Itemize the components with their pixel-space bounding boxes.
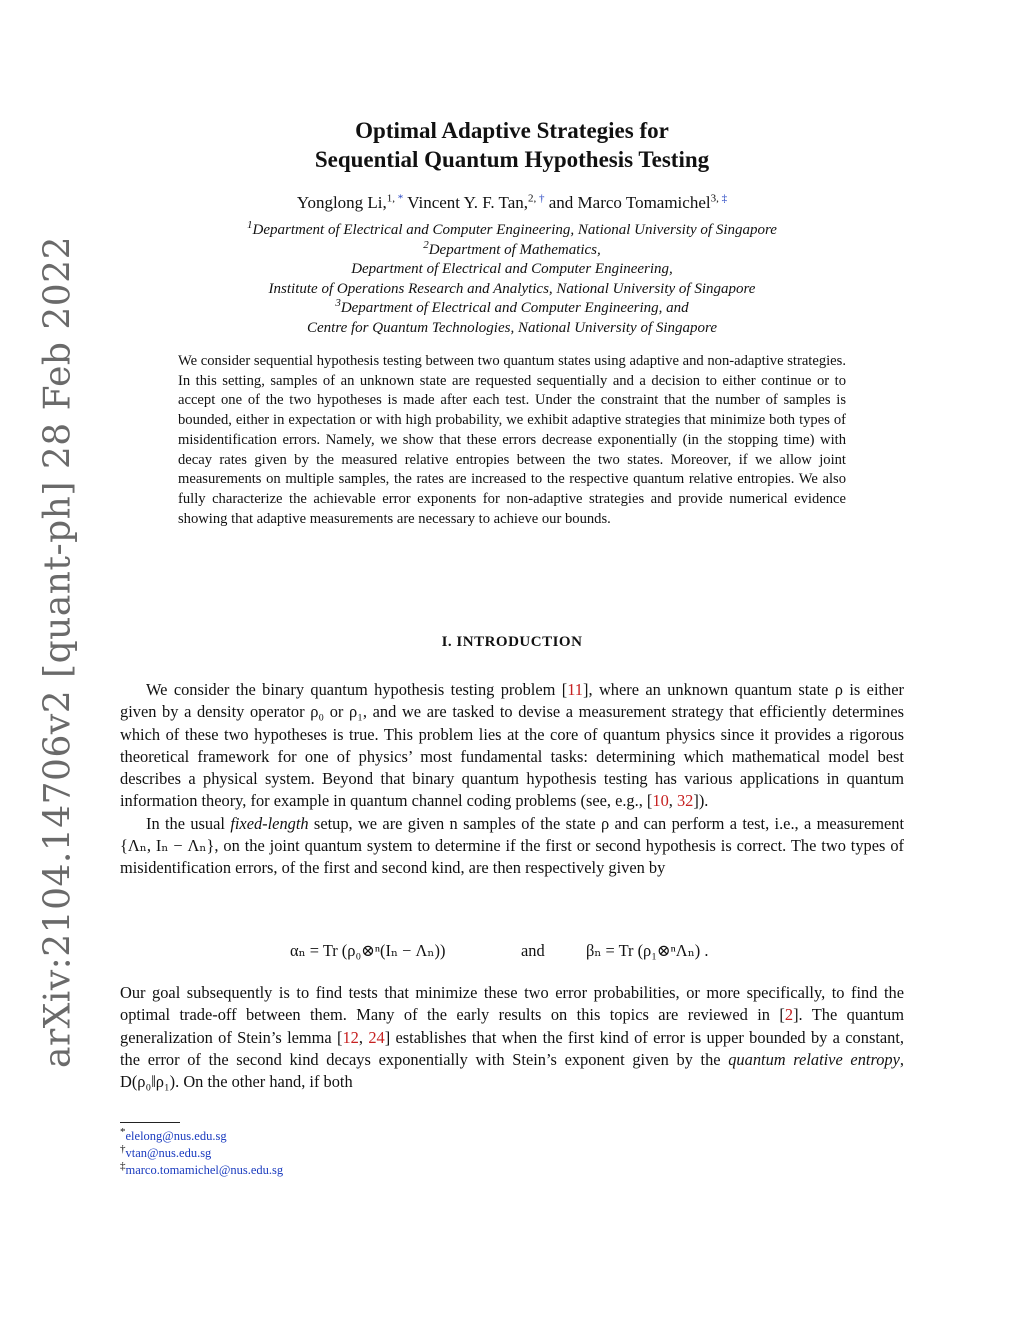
- affil-text: Department of Electrical and Computer Engineering, National University of Singapore: [252, 222, 777, 238]
- footnote-mark: †: [120, 1142, 126, 1155]
- abstract: We consider sequential hypothesis testing between two quantum states using adaptive and non-adaptive strategies. In this setting, samples of an unknown state are requested sequentially and a decision to either continue or to accept one of the two hypotheses is made after each test. Under the constraint that the number of samples is bounded, either in expectation or with high probability, we exhibit adaptive strategies that minimize both types of misidentification errors. Namely, we show that these errors decrease exponentially (in the stopping time) with decay rates given by the measured relative entropies between the two states. Moreover, if we allow joint measurements on multiple samples, the rates are increased to the respective quantum relative entropies. We also fully characterize the achievable error exponents for non-adaptive strategies and provide numerical evidence showing that adaptive measurements are necessary to achieve our bounds.: [178, 353, 846, 527]
- arxiv-identifier: arXiv:2104.14706v2 [quant-ph] 28 Feb 2022: [37, 236, 79, 1068]
- affil-text: Department of Electrical and Computer Engineering, and: [340, 300, 689, 317]
- text: ] establishes that when the first kind of error is upper bounded by a constant, the error of the second kind decays exponentially with Stein’s exponent given by the: [120, 1027, 904, 1069]
- email-link[interactable]: elelong@nus.edu.sg: [125, 1129, 227, 1143]
- paragraph-2: [120, 813, 904, 880]
- affiliation-line: [0, 238, 1024, 261]
- footnote: [120, 1159, 284, 1179]
- text: ,: [668, 791, 677, 811]
- affiliation-line: Centre for Quantum Technologies, National University of Singapore: [307, 319, 717, 336]
- footnote-mark: *: [120, 1125, 126, 1138]
- equation-alpha: αₙ = Tr (ρ₀⊗ⁿ(Iₙ − Λₙ)): [290, 941, 446, 960]
- citation-link[interactable]: 12: [342, 1027, 359, 1047]
- author-3-affil: 3,: [710, 192, 719, 205]
- author-2-footnote-mark[interactable]: †: [536, 192, 545, 205]
- paper-title: [0, 116, 1024, 174]
- affiliation-line: Department of Electrical and Computer Engineering,: [351, 261, 673, 278]
- footnote-mark: ‡: [120, 1159, 126, 1172]
- paragraph-3: [120, 982, 904, 1093]
- footnotes: [120, 1125, 284, 1179]
- author-1: Yonglong Li,: [296, 193, 387, 212]
- equation-beta: βₙ = Tr (ρ₁⊗ⁿΛₙ) .: [586, 941, 709, 960]
- intro-body-continued: [120, 982, 904, 1093]
- affil-sup: 1: [247, 219, 253, 231]
- text: We consider the binary quantum hypothesis testing problem [: [146, 680, 568, 699]
- text: ,: [358, 1027, 369, 1047]
- text: ]. The quantum generalization of Stein’s lemma [: [120, 1005, 905, 1047]
- emphasis: fixed-length: [230, 813, 309, 833]
- equation-and: and: [521, 941, 545, 960]
- text: Our goal subsequently is to find tests that minimize these two error probabilities, or more specifically, to find the optimal trade-off between them. Many of the early results on this topics are reviewed in [: [120, 983, 904, 1025]
- author-list: [0, 193, 1024, 213]
- text: ], where an unknown quantum state ρ is either given by a density operator ρ₀ or ρ₁, and we are tasked to devise a measurement strategy that efficiently determines which of these two hypotheses is true. This problem lies at the core of quantum physics since it provides a rigorous theoretical framework for one of physics’ most fundamental tasks: determining which mathematical model best describes a physical system. Beyond that binary quantum hypothesis testing has various applications in quantum information theory, for example in quantum channel coding problems (see, e.g., [: [120, 680, 904, 811]
- text: In the usual: [146, 813, 231, 833]
- citation-link[interactable]: 2: [784, 1005, 794, 1025]
- author-1-footnote-mark[interactable]: *: [395, 192, 404, 205]
- citation-link[interactable]: 10: [652, 791, 669, 811]
- email-link[interactable]: vtan@nus.edu.sg: [125, 1146, 212, 1160]
- intro-body: [120, 679, 904, 880]
- footnote-divider: [120, 1122, 180, 1123]
- emphasis: quantum relative entropy: [728, 1049, 900, 1069]
- affiliations: [0, 221, 1024, 339]
- citation-link[interactable]: 11: [567, 680, 583, 699]
- title-line-2: Sequential Quantum Hypothesis Testing: [314, 147, 710, 172]
- affil-text: Department of Mathematics,: [428, 241, 601, 258]
- footnote: [120, 1125, 283, 1145]
- citation-link[interactable]: 24: [368, 1027, 385, 1047]
- author-1-affil: 1,: [386, 192, 396, 205]
- title-line-1: Optimal Adaptive Strategies for: [355, 118, 669, 143]
- text: , D(ρ₀‖ρ₁). On the other hand, if both: [120, 1049, 904, 1092]
- section-heading: I. INTRODUCTION: [441, 634, 583, 650]
- author-3-footnote-mark[interactable]: ‡: [718, 192, 728, 205]
- paragraph-1: [120, 679, 904, 813]
- author-2: Vincent Y. F. Tan,: [403, 193, 529, 212]
- affiliation-line: [0, 299, 1024, 319]
- author-2-affil: 2,: [528, 192, 537, 205]
- affiliation-line: Institute of Operations Research and Analytics, National University of Singapore: [268, 280, 756, 297]
- author-3: and Marco Tomamichel: [544, 193, 711, 212]
- citation-link[interactable]: 32: [676, 791, 694, 811]
- footnote: [120, 1142, 283, 1162]
- text: ]).: [693, 791, 709, 811]
- affil-sup: 2: [423, 238, 429, 251]
- text: setup, we are given n samples of the state ρ and can perform a test, i.e., a measurement {Λₙ, Iₙ − Λₙ}, on the joint quantum system to determine if the first or second hypothesis is correct. The two types of misidentification errors, of the first and second kind, are then respectively given by: [120, 813, 904, 878]
- email-link[interactable]: marco.tomamichel@nus.edu.sg: [125, 1163, 284, 1177]
- affil-sup: 3: [335, 297, 341, 310]
- affiliation-line: [0, 221, 1024, 241]
